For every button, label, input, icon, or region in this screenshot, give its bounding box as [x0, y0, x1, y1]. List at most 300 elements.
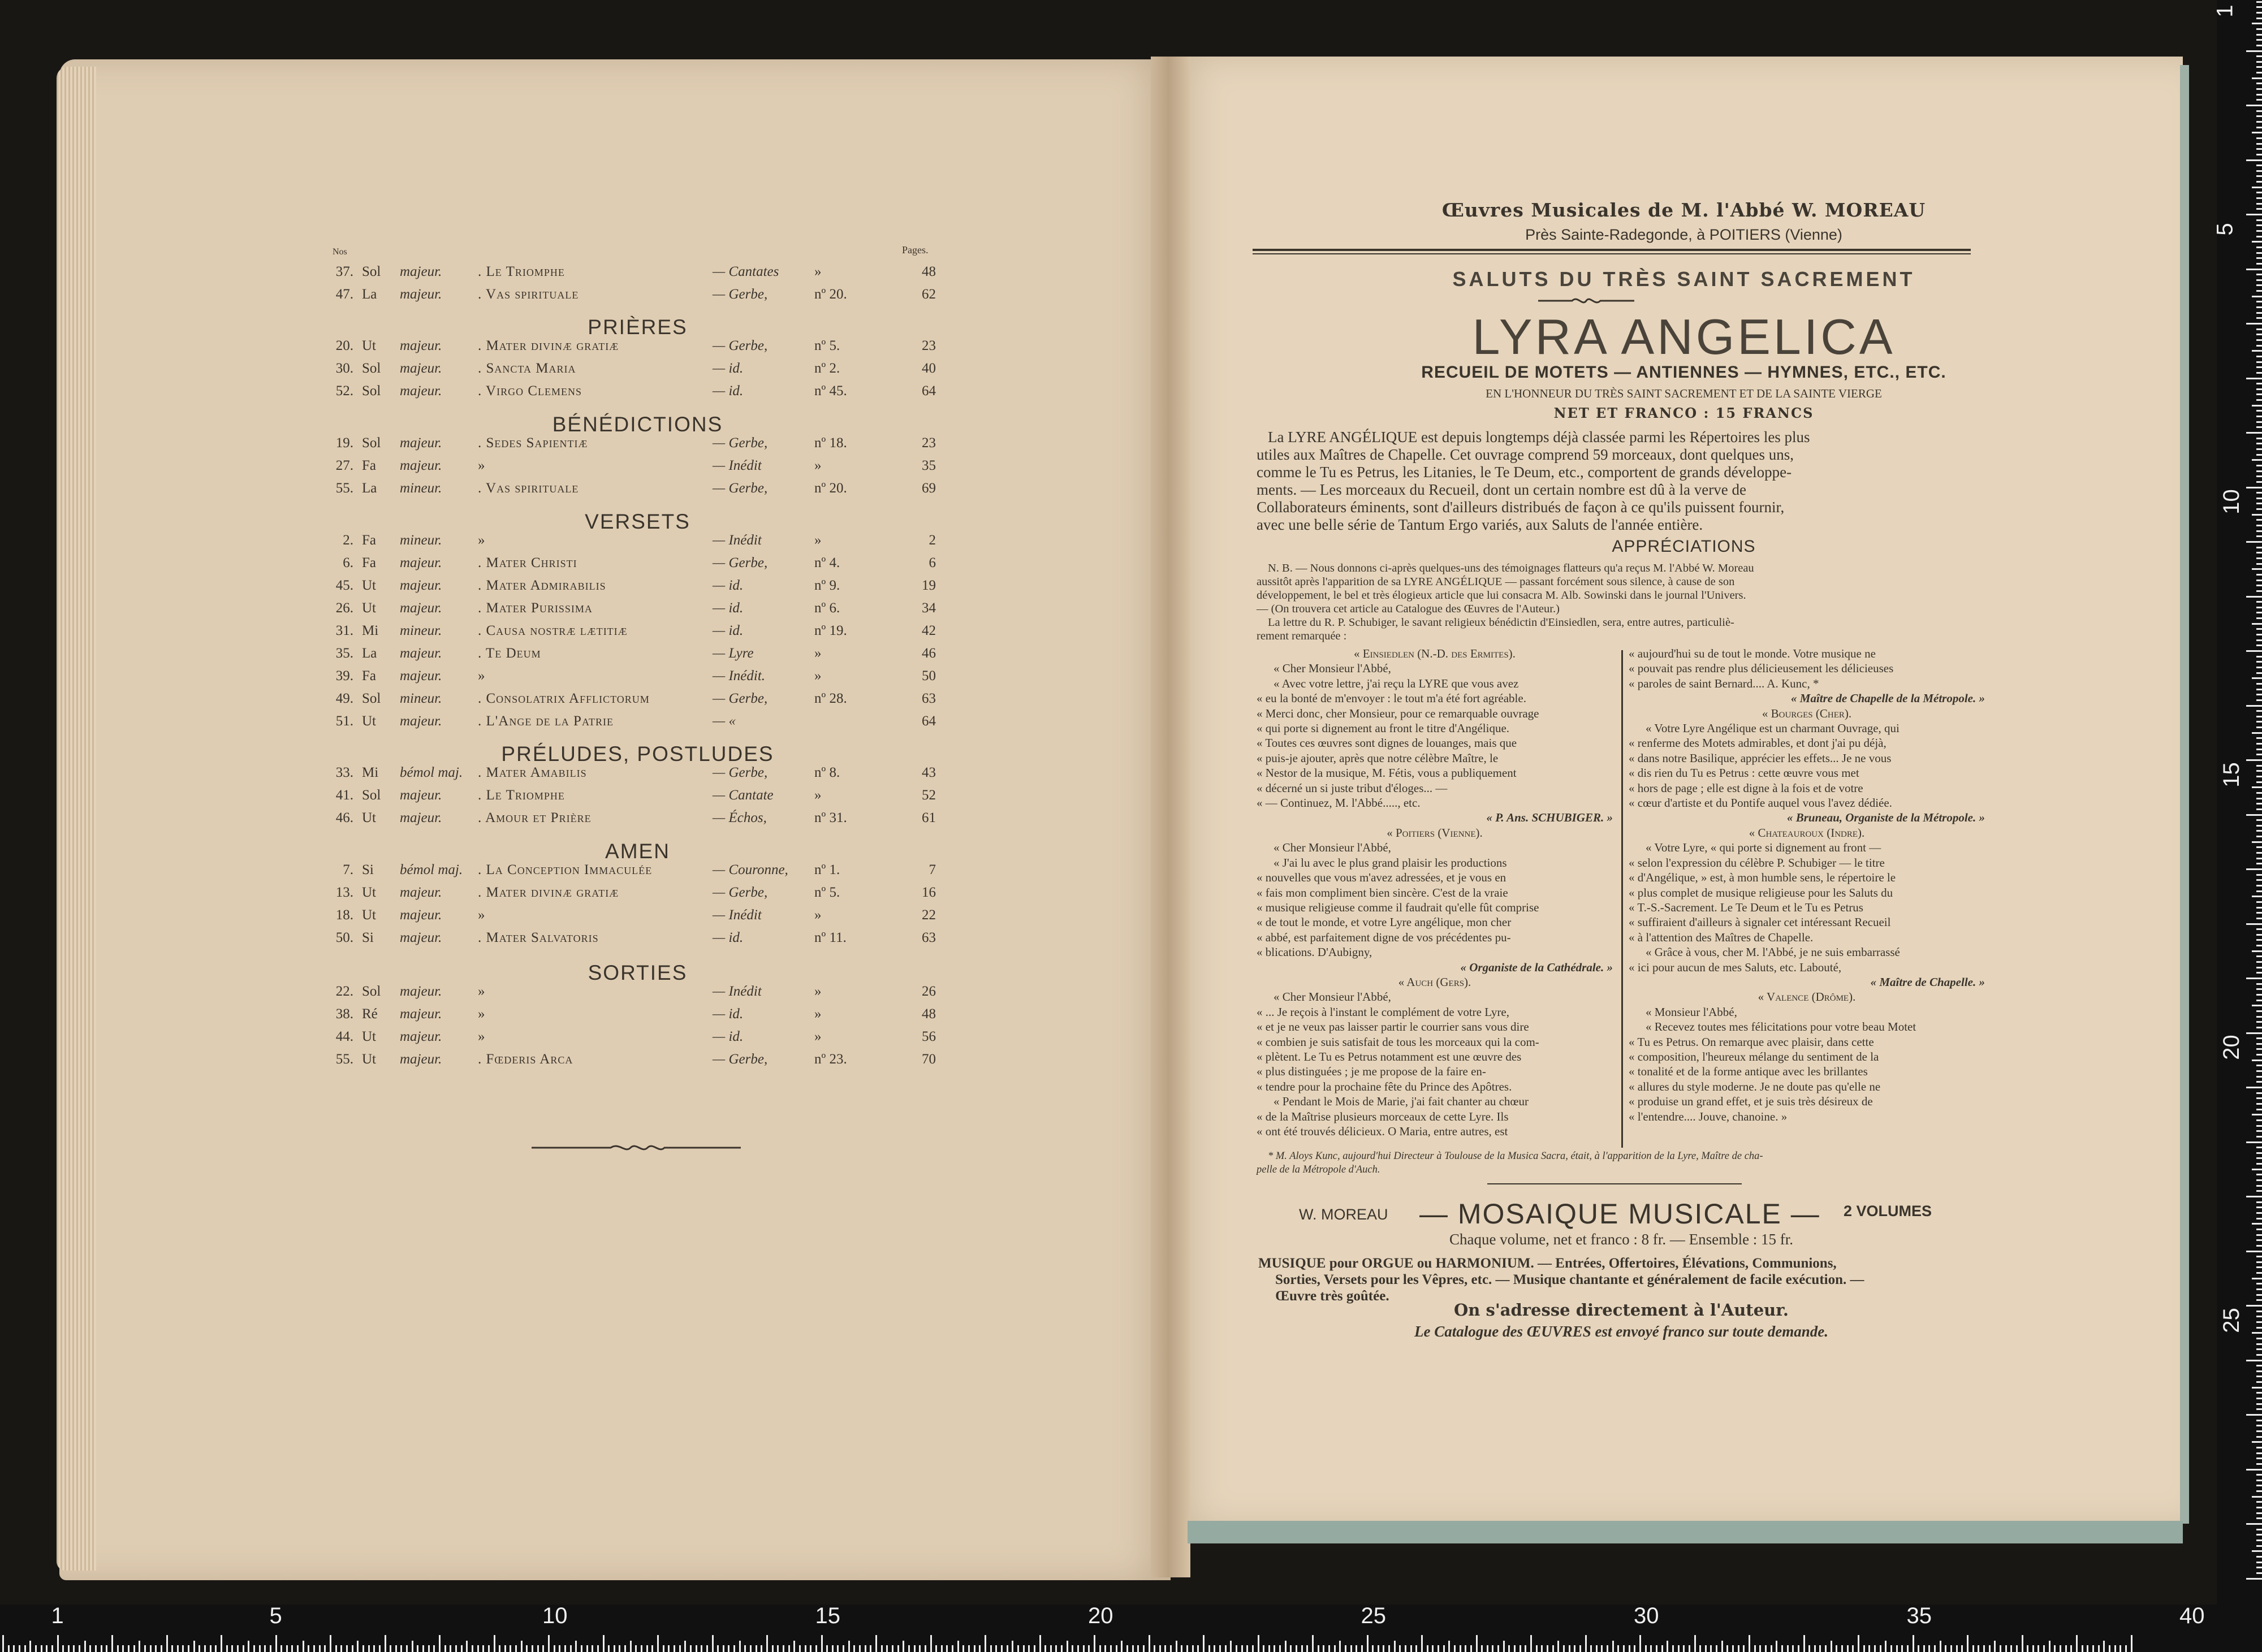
- ruler-tick: [2252, 1223, 2262, 1225]
- ruler-tick: [1405, 1645, 1406, 1652]
- ruler-tick: [1378, 1645, 1379, 1652]
- ruler-tick: [1536, 1645, 1538, 1652]
- ruler-tick: [821, 1635, 823, 1652]
- key: Ut: [362, 1052, 376, 1067]
- ruler-tick: [1868, 1645, 1870, 1652]
- piece-number: 45.: [335, 578, 353, 593]
- page-number: 56: [922, 1029, 936, 1044]
- ruler-tick: [2246, 1305, 2262, 1307]
- testimonial-line: « composition, l'heureux mélange du sentiment de la: [1629, 1049, 1879, 1063]
- mode: majeur.: [400, 810, 442, 825]
- ruler-tick: [1814, 1645, 1816, 1652]
- ruler-tick: [2252, 459, 2262, 461]
- ruler-tick: [1181, 1645, 1182, 1652]
- ruler-tick: [275, 1635, 277, 1652]
- ruler-tick: [875, 1635, 877, 1652]
- ruler-tick: [2256, 1572, 2262, 1574]
- ruler-tick: [1563, 1645, 1565, 1652]
- ruler-tick: [2246, 814, 2262, 816]
- catalogue-row: [331, 481, 944, 502]
- ruler-tick: [2246, 1141, 2262, 1143]
- ruler-label: 20: [2218, 1035, 2244, 1060]
- ruler-tick: [319, 1645, 321, 1652]
- ruler-tick: [1186, 1645, 1188, 1652]
- ruler-tick: [2054, 1645, 2056, 1652]
- testimonial-line: « dis rien du Tu es Petrus : cette œuvre vous met: [1629, 766, 1859, 780]
- ruler-tick: [2256, 912, 2262, 914]
- mosaique-desc-line: Œuvre très goûtée.: [1275, 1288, 1389, 1304]
- testimonials-left-column: [1257, 646, 1613, 1139]
- ruler-tick: [2256, 1136, 2262, 1138]
- ruler-tick: [2256, 661, 2262, 663]
- ruler-tick: [2256, 1436, 2262, 1438]
- reference: »: [814, 646, 822, 661]
- testimonial-line: « plètent. Le Tu es Petrus notamment est une œuvre des: [1257, 1049, 1522, 1063]
- ruler-tick: [1088, 1645, 1090, 1652]
- ruler-tick: [510, 1645, 511, 1652]
- ruler-tick: [2252, 1332, 2262, 1334]
- ruler-tick: [2256, 339, 2262, 341]
- ruler-tick: [903, 1641, 904, 1652]
- ruler-tick: [2256, 1103, 2262, 1105]
- testimonial-line: « combien je suis satisfait de tous les morceaux qui la com-: [1257, 1035, 1539, 1049]
- ruler-tick: [2256, 345, 2262, 347]
- catalogue-line: Le Catalogue des ŒUVRES est envoyé franco sur toute demande.: [1414, 1323, 1828, 1340]
- ruler-tick: [881, 1645, 883, 1652]
- ruler-tick: [2256, 1125, 2262, 1127]
- ruler-tick: [2256, 334, 2262, 335]
- reference: »: [814, 668, 822, 684]
- ornament-divider: [532, 1139, 741, 1156]
- ruler-tick: [231, 1645, 233, 1652]
- ruler-tick: [2252, 1278, 2262, 1279]
- ruler-tick: [1885, 1641, 1887, 1652]
- ruler-tick: [2256, 639, 2262, 641]
- source: — «: [713, 713, 736, 729]
- intro-line: ments. — Les morceaux du Recueil, dont un certain nombre est dû à la verve de: [1257, 481, 1746, 498]
- ruler-tick: [2119, 1645, 2121, 1652]
- key: Fa: [362, 458, 376, 473]
- ruler-tick: [706, 1645, 708, 1652]
- piece-number: 18.: [335, 907, 353, 923]
- ruler-tick: [1132, 1645, 1134, 1652]
- mode: majeur.: [400, 458, 442, 473]
- ruler-tick: [1934, 1645, 1936, 1652]
- ruler-tick: [521, 1641, 523, 1652]
- piece-title: . Vas spirituale: [478, 481, 579, 496]
- ruler-tick: [2043, 1645, 2045, 1652]
- ruler-tick: [832, 1645, 834, 1652]
- key: Ut: [362, 1029, 376, 1044]
- ruler-tick: [2256, 601, 2262, 603]
- ruler-tick: [690, 1645, 692, 1652]
- ruler-tick: [2246, 1087, 2262, 1088]
- ruler-tick: [2256, 192, 2262, 193]
- ruler-tick: [2252, 132, 2262, 133]
- testimonial-signature: « Maître de Chapelle. »: [1870, 975, 1985, 989]
- key: Fa: [362, 555, 376, 570]
- piece-title: . Mater Christi: [478, 555, 577, 570]
- key: Mi: [362, 765, 379, 780]
- ruler-tick: [46, 1645, 48, 1652]
- ruler-tick: [1923, 1645, 1925, 1652]
- ruler-tick: [1104, 1645, 1106, 1652]
- page-number: 16: [922, 885, 936, 900]
- footnote-line: * M. Aloys Kunc, aujourd'hui Directeur à Toulouse de la Musica Sacra, était, à l'apparition de la Lyre, Maître de cha-: [1268, 1151, 1763, 1162]
- ruler-label: 35: [1906, 1603, 1932, 1628]
- ruler-tick: [150, 1645, 152, 1652]
- ruler-tick: [2256, 939, 2262, 941]
- ruler-tick: [2256, 617, 2262, 619]
- ruler-tick: [859, 1645, 861, 1652]
- ruler-tick: [750, 1645, 752, 1652]
- ruler-tick: [193, 1641, 195, 1652]
- ruler-tick: [962, 1645, 964, 1652]
- source: — Gerbe,: [713, 1052, 768, 1067]
- ruler-tick: [2246, 50, 2262, 52]
- ruler-tick: [1661, 1645, 1663, 1652]
- mode: mineur.: [400, 533, 442, 548]
- ruler-tick: [1874, 1645, 1876, 1652]
- piece-number: 19.: [335, 435, 353, 451]
- ruler-tick: [2256, 803, 2262, 805]
- ruler-tick: [2256, 1321, 2262, 1323]
- mode: majeur.: [400, 668, 442, 684]
- reference: nº 5.: [814, 885, 840, 900]
- ruler-tick: [2256, 284, 2262, 286]
- ruler-tick: [1890, 1645, 1892, 1652]
- catalogue-row: [331, 578, 944, 599]
- key: Ut: [362, 600, 376, 616]
- ruler-tick: [2256, 170, 2262, 172]
- section-heading: SORTIES: [588, 961, 688, 984]
- ruler-tick: [1896, 1645, 1898, 1652]
- ruler-tick: [1372, 1645, 1374, 1652]
- mode: majeur.: [400, 600, 442, 616]
- key: Sol: [362, 435, 381, 451]
- piece-title: . Mater divinæ gratiæ: [478, 885, 619, 900]
- ruler-tick: [324, 1645, 326, 1652]
- ruler-tick: [2256, 137, 2262, 139]
- ruler-tick: [89, 1645, 91, 1652]
- ruler-tick: [2256, 154, 2262, 155]
- ruler-tick: [237, 1645, 239, 1652]
- ruler-tick: [575, 1641, 577, 1652]
- ruler-tick: [1579, 1645, 1581, 1652]
- column-header-numbers: Nos: [333, 247, 347, 257]
- ruler-tick: [1497, 1645, 1499, 1652]
- source: — Inédit: [713, 907, 762, 923]
- mosaique-description: [1258, 1255, 1988, 1304]
- ruler-tick: [2256, 1370, 2262, 1372]
- key: Sol: [362, 264, 381, 279]
- piece-number: 49.: [335, 691, 353, 706]
- ruler-tick: [1394, 1641, 1396, 1652]
- page-number: 6: [929, 555, 936, 570]
- mode: majeur.: [400, 1052, 442, 1067]
- ruler-tick: [2252, 350, 2262, 352]
- key: Fa: [362, 533, 376, 548]
- ruler-tick: [1950, 1645, 1952, 1652]
- ruler-tick: [592, 1645, 593, 1652]
- testimonial-line: « pouvait pas rendre plus délicieusement les délicieuses: [1629, 661, 1894, 676]
- page-edge-bottom: [1188, 1521, 2183, 1543]
- ruler-tick: [1263, 1645, 1264, 1652]
- ruler-tick: [2256, 219, 2262, 221]
- piece-number: 33.: [335, 765, 353, 780]
- ruler-tick: [548, 1635, 550, 1652]
- ruler-tick: [362, 1645, 364, 1652]
- ruler-tick: [1940, 1641, 1941, 1652]
- ruler-tick: [2252, 623, 2262, 625]
- mode: majeur.: [400, 1029, 442, 1044]
- ruler-tick: [340, 1645, 342, 1652]
- ruler-tick: [1918, 1645, 1919, 1652]
- testimonial-line: « nouvelles que vous m'avez adressées, et je vous en: [1257, 871, 1506, 885]
- ruler-tick: [2256, 1016, 2262, 1018]
- ruler-tick: [717, 1645, 719, 1652]
- ruler-tick: [182, 1645, 184, 1652]
- ruler-tick: [2256, 585, 2262, 586]
- reference: nº 2.: [814, 361, 840, 376]
- ruler-tick: [624, 1645, 626, 1652]
- nb-line: rement remarquée :: [1257, 630, 1347, 642]
- ruler-tick: [1792, 1645, 1794, 1652]
- ruler-tick: [2256, 519, 2262, 521]
- ruler-tick: [941, 1645, 943, 1652]
- ruler-tick: [2256, 279, 2262, 281]
- piece-title: . Sedes Sapientiæ: [478, 435, 588, 451]
- ruler-tick: [805, 1645, 806, 1652]
- ruler-tick: [2256, 852, 2262, 854]
- ruler-tick: [696, 1645, 697, 1652]
- ruler-tick: [2256, 1152, 2262, 1154]
- ruler-tick: [2246, 214, 2262, 215]
- ruler-tick: [990, 1645, 992, 1652]
- ruler-tick: [2256, 1512, 2262, 1514]
- reference: »: [814, 458, 822, 473]
- ruler-tick: [1279, 1645, 1281, 1652]
- ruler-tick: [1972, 1645, 1974, 1652]
- ruler-tick: [1945, 1645, 1946, 1652]
- ruler-tick: [313, 1645, 315, 1652]
- ruler-tick: [1296, 1645, 1297, 1652]
- mosaique-volumes: 2 VOLUMES: [1844, 1203, 1932, 1219]
- testimonial-line: « Tu es Petrus. On remarque avec plaisir, dans cette: [1629, 1035, 1874, 1049]
- ruler-tick: [57, 1635, 59, 1652]
- ruler-tick: [2256, 1299, 2262, 1301]
- ruler-tick: [2252, 732, 2262, 734]
- ruler-tick: [526, 1645, 528, 1652]
- lyra-angelica-title: LYRA ANGELICA: [1472, 309, 1896, 365]
- source: — Lyre: [713, 646, 754, 661]
- piece-number: 44.: [335, 1029, 353, 1044]
- ruler-tick: [2256, 88, 2262, 90]
- ruler-tick: [428, 1645, 430, 1652]
- ruler-tick: [630, 1641, 632, 1652]
- piece-title: . Fœderis Arca: [478, 1052, 573, 1067]
- testimonial-line: « selon l'expression du célèbre P. Schubiger — le titre: [1629, 855, 1885, 870]
- ruler-tick: [668, 1645, 670, 1652]
- ruler-tick: [554, 1645, 555, 1652]
- ruler-tick: [2252, 1114, 2262, 1115]
- ruler-tick: [2256, 846, 2262, 848]
- ruler-tick: [2256, 1425, 2262, 1426]
- header-rule: [1253, 249, 1971, 251]
- ruler-tick: [2256, 737, 2262, 739]
- ruler-tick: [2252, 841, 2262, 843]
- ruler-tick: [2256, 863, 2262, 864]
- ruler-tick: [2256, 274, 2262, 275]
- ruler-tick: [1077, 1645, 1079, 1652]
- testimonial-line: « puis-je ajouter, après que notre célèbre Maître, le: [1257, 751, 1499, 765]
- ruler-tick: [2246, 1578, 2262, 1580]
- ruler-tick: [2256, 710, 2262, 712]
- ruler-tick: [2256, 607, 2262, 608]
- testimonial-line: « paroles de saint Bernard.... A. Kunc, *: [1629, 676, 1819, 690]
- ruler-tick: [853, 1645, 855, 1652]
- key: Ré: [362, 1006, 378, 1022]
- ruler-tick: [2256, 372, 2262, 374]
- ruler-tick: [886, 1645, 888, 1652]
- ruler-tick: [1460, 1645, 1461, 1652]
- catalogue-row: [331, 361, 944, 382]
- ruler-tick: [1617, 1645, 1619, 1652]
- ruler-tick: [2256, 590, 2262, 592]
- ruler-tick: [2256, 667, 2262, 668]
- ruler-tick: [2252, 950, 2262, 952]
- ruler-tick: [570, 1645, 572, 1652]
- ruler-tick: [2022, 1635, 2023, 1652]
- ruler-tick: [1055, 1645, 1057, 1652]
- ruler-tick: [1928, 1645, 1930, 1652]
- ruler-tick: [2256, 175, 2262, 177]
- ruler-tick: [2252, 1441, 2262, 1443]
- ruler-tick: [1683, 1645, 1685, 1652]
- ruler-tick: [166, 1635, 168, 1652]
- page-number: 2: [929, 533, 936, 548]
- ruler-tick: [2256, 1179, 2262, 1181]
- ruler-label: 25: [2218, 1307, 2244, 1333]
- ruler-tick: [2256, 492, 2262, 494]
- testimonial-line: « tendre pour la prochaine fête du Prince des Apôtres.: [1257, 1079, 1512, 1093]
- ruler-tick: [744, 1645, 746, 1652]
- ruler-tick: [925, 1645, 926, 1652]
- ruler-tick: [1629, 1645, 1630, 1652]
- ruler-tick: [586, 1645, 588, 1652]
- ruler-tick: [2256, 798, 2262, 799]
- ruler-tick: [1607, 1645, 1608, 1652]
- ruler-tick: [1285, 1641, 1287, 1652]
- nb-line: La lettre du R. P. Schubiger, le savant religieux bénédictin d'Einsiedlen, sera, entre autres, particuliè-: [1268, 616, 1734, 629]
- piece-title: . Le Triomphe: [478, 788, 565, 803]
- ruler-tick: [2246, 159, 2262, 161]
- ruler-tick: [1590, 1645, 1592, 1652]
- ruler-tick: [1721, 1641, 1723, 1652]
- page-number: 64: [922, 713, 936, 729]
- ruler-tick: [101, 1645, 102, 1652]
- page-number: 64: [922, 383, 936, 399]
- ruler-tick: [13, 1645, 15, 1652]
- ruler-tick: [1214, 1645, 1215, 1652]
- ruler-tick: [2256, 1452, 2262, 1454]
- piece-number: 13.: [335, 885, 353, 900]
- ruler-tick: [739, 1641, 741, 1652]
- ruler-tick: [608, 1645, 610, 1652]
- reference: nº 6.: [814, 600, 840, 616]
- ruler-tick: [2256, 1529, 2262, 1530]
- piece-title: . Mater divinæ gratiæ: [478, 338, 619, 353]
- reference: nº 1.: [814, 862, 840, 877]
- ruler-tick: [1481, 1645, 1483, 1652]
- ruler-tick: [2256, 1283, 2262, 1285]
- ruler-tick: [946, 1645, 948, 1652]
- page-number: 35: [922, 458, 936, 473]
- testimonials-right-column: [1629, 646, 1985, 1124]
- ruler-tick: [2256, 1348, 2262, 1350]
- source: — Gerbe,: [713, 691, 768, 706]
- catalogue-row: [331, 984, 944, 1005]
- page-number: 62: [922, 287, 936, 302]
- ruler-tick: [2256, 694, 2262, 695]
- piece-title: . Mater Purissima: [478, 600, 593, 616]
- ruler-tick: [2256, 366, 2262, 368]
- key: Sol: [362, 788, 381, 803]
- source: — id.: [713, 578, 744, 593]
- ruler-tick: [1361, 1645, 1363, 1652]
- ruler-tick: [1847, 1645, 1849, 1652]
- ruler-tick: [2256, 312, 2262, 314]
- piece-title: »: [478, 1029, 486, 1044]
- ruler-tick: [2256, 1245, 2262, 1247]
- ruler-tick: [2256, 208, 2262, 210]
- testimonial-line: « plus distinguées ; je me propose de la faire en-: [1257, 1065, 1486, 1079]
- ruler-tick: [1197, 1645, 1199, 1652]
- ruler-tick: [1094, 1635, 1095, 1652]
- ruler-tick: [2256, 306, 2262, 308]
- ruler-tick: [1007, 1645, 1008, 1652]
- ruler-tick: [2256, 1403, 2262, 1405]
- ruler-tick: [651, 1645, 653, 1652]
- ruler-tick: [2256, 928, 2262, 930]
- mode: majeur.: [400, 1006, 442, 1022]
- section-heading: VERSETS: [585, 510, 690, 533]
- ruler-tick: [2246, 705, 2262, 707]
- intro-paragraph: [1257, 429, 1992, 534]
- mode: mineur.: [400, 481, 442, 496]
- testimonial-line: « décerné un si juste tribut d'éloges... —: [1257, 781, 1448, 795]
- ruler-tick: [1525, 1645, 1526, 1652]
- ruler-tick: [1028, 1645, 1030, 1652]
- appreciations-heading: APPRÉCIATIONS: [1612, 537, 1756, 556]
- testimonial-line: « Merci donc, cher Monsieur, pour ce remarquable ouvrage: [1257, 706, 1539, 720]
- page-number: 7: [929, 862, 936, 877]
- piece-title: . Mater Admirabilis: [478, 578, 606, 593]
- ruler-tick: [2256, 918, 2262, 919]
- ruler-tick: [2246, 323, 2262, 325]
- ruler-tick: [1470, 1645, 1472, 1652]
- ruler-tick: [1694, 1635, 1696, 1652]
- catalogue-row: [331, 555, 944, 577]
- ruler-tick: [1164, 1645, 1166, 1652]
- key: La: [362, 481, 377, 496]
- piece-number: 47.: [335, 287, 353, 302]
- ruler-tick: [2256, 388, 2262, 390]
- source: — Gerbe,: [713, 555, 768, 570]
- catalogue-row: [331, 810, 944, 832]
- testimonial-line: « T.-S.-Sacrement. Le Te Deum et le Tu es Petrus: [1629, 900, 1863, 914]
- ruler-tick: [95, 1645, 97, 1652]
